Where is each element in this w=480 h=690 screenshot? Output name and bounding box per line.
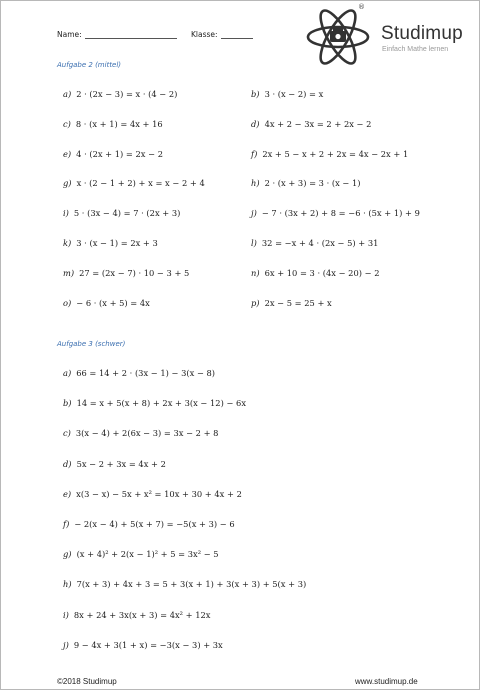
exercise-item: [251, 238, 378, 248]
exercise-item: [251, 268, 379, 278]
exercise-label: k): [63, 238, 72, 248]
exercise-item: [63, 549, 219, 559]
exercise-label: b): [63, 398, 72, 409]
exercise-item: [63, 238, 158, 248]
exercise-label: p): [251, 297, 260, 308]
exercise-equation: − 6 · (x + 5) = 4x: [76, 297, 150, 308]
atom-logo-icon: [303, 3, 373, 69]
exercise-item: [63, 89, 177, 99]
exercise-label: d): [63, 458, 72, 469]
exercise-item: [63, 610, 210, 620]
exercise-equation: 8 · (x + 1) = 4x + 16: [75, 118, 163, 129]
exercise-label: m): [63, 267, 75, 278]
exercise-item: [63, 489, 242, 499]
exercise-label: o): [63, 297, 72, 308]
exercise-equation: x · (2 − 1 + 2) + x = x − 2 + 4: [76, 178, 205, 189]
exercise-label: c): [63, 428, 71, 439]
exercise-equation: − 2(x − 4) + 5(x + 7) = −5(x + 3) − 6: [74, 519, 235, 529]
exercise-label: l): [251, 238, 257, 248]
exercise-equation: 14 = x + 5(x + 8) + 2x + 3(x − 12) − 6x: [76, 398, 247, 409]
brand-tagline: Einfach Mathe lernen: [382, 46, 449, 53]
brand-name: Studimup: [381, 23, 463, 44]
exercise-label: e): [63, 488, 72, 499]
exercise-item: [63, 298, 150, 308]
exercise-item: [63, 428, 218, 438]
footer-website: www.studimup.de: [355, 677, 418, 686]
exercise-equation: 3 · (x − 1) = 2x + 3: [76, 238, 158, 248]
exercise-equation: 66 = 14 + 2 · (3x − 1) − 3(x − 8): [76, 368, 216, 378]
exercise-label: h): [251, 178, 260, 189]
exercise-label: e): [63, 148, 72, 159]
exercise-equation: 4 · (2x + 1) = 2x − 2: [76, 148, 163, 159]
exercise-equation: 8x + 24 + 3x(x + 3) = 4x² + 12x: [73, 609, 211, 620]
exercise-equation: 2 · (x + 3) = 3 · (x − 1): [264, 178, 361, 189]
exercise-item: [63, 398, 246, 408]
exercise-item: [63, 149, 163, 159]
class-label: Klasse:: [191, 30, 218, 39]
registered-mark: ®: [358, 3, 365, 11]
exercise-equation: 6x + 10 = 3 · (4x − 20) − 2: [264, 267, 380, 278]
exercise-item: [63, 178, 205, 188]
exercise-item: [251, 208, 420, 218]
footer-copyright: ©2018 Studimup: [57, 677, 117, 686]
exercise-item: [63, 459, 166, 469]
exercise-item: [63, 519, 235, 529]
exercise-label: h): [63, 579, 72, 590]
exercise-equation: 32 = −x + 4 · (2x − 5) + 31: [261, 238, 379, 248]
exercise-item: [63, 268, 189, 278]
exercise-label: f): [63, 519, 70, 529]
exercise-equation: 5x − 2 + 3x = 4x + 2: [76, 458, 166, 469]
exercise-equation: 3 · (x − 2) = x: [264, 89, 324, 99]
exercise-label: g): [63, 549, 72, 560]
exercise-equation: 3(x − 4) + 2(6x − 3) = 3x − 2 + 8: [75, 428, 219, 439]
exercise-item: [63, 368, 215, 378]
exercise-equation: x(3 − x) − 5x + x² = 10x + 30 + 4x + 2: [76, 488, 242, 499]
exercise-label: j): [251, 208, 257, 219]
exercise-item: [251, 89, 323, 99]
exercise-equation: 2x − 5 = 25 + x: [264, 297, 332, 308]
exercise-equation: − 7 · (3x + 2) + 8 = −6 · (5x + 1) + 9: [261, 208, 420, 219]
exercise-item: [251, 298, 332, 308]
class-line: [221, 29, 253, 39]
exercise-label: i): [63, 208, 69, 219]
exercise-item: [63, 579, 306, 589]
name-field: [57, 29, 177, 39]
exercise-equation: 7(x + 3) + 4x + 3 = 5 + 3(x + 1) + 3(x + 3) + 5(x + 3): [76, 579, 307, 590]
name-line: [85, 29, 177, 39]
exercise-item: [63, 640, 223, 650]
exercise-label: f): [251, 148, 258, 159]
exercise-label: a): [63, 89, 72, 99]
exercise-label: i): [63, 609, 69, 620]
exercise-label: b): [251, 89, 260, 99]
exercise-item: [63, 208, 180, 218]
exercise-label: c): [63, 118, 71, 129]
exercise-equation: 2x + 5 − x + 2 + 2x = 4x − 2x + 1: [262, 148, 409, 159]
exercise-label: n): [251, 267, 260, 278]
exercise-equation: 5 · (3x − 4) = 7 · (2x + 3): [73, 208, 181, 219]
exercise-item: [63, 119, 163, 129]
section-title-aufgabe-2: Aufgabe 2 (mittel): [57, 61, 122, 69]
exercise-equation: (x + 4)² + 2(x − 1)² + 5 = 3x² − 5: [76, 549, 219, 560]
exercise-label: g): [63, 178, 72, 189]
exercise-label: d): [251, 118, 260, 129]
exercise-label: a): [63, 368, 72, 378]
exercise-equation: 9 − 4x + 3(1 + x) = −3(x − 3) + 3x: [73, 639, 223, 650]
exercise-item: [251, 119, 371, 129]
exercise-equation: 2 · (2x − 3) = x · (4 − 2): [76, 89, 178, 99]
exercise-equation: 4x + 2 − 3x = 2 + 2x − 2: [264, 118, 372, 129]
exercise-item: [251, 178, 361, 188]
name-label: Name:: [57, 30, 82, 39]
exercise-item: [251, 149, 408, 159]
section-title-aufgabe-3: Aufgabe 3 (schwer): [57, 340, 126, 348]
class-field: [191, 29, 253, 39]
exercise-label: j): [63, 639, 69, 650]
exercise-equation: 27 = (2x − 7) · 10 − 3 + 5: [79, 267, 190, 278]
